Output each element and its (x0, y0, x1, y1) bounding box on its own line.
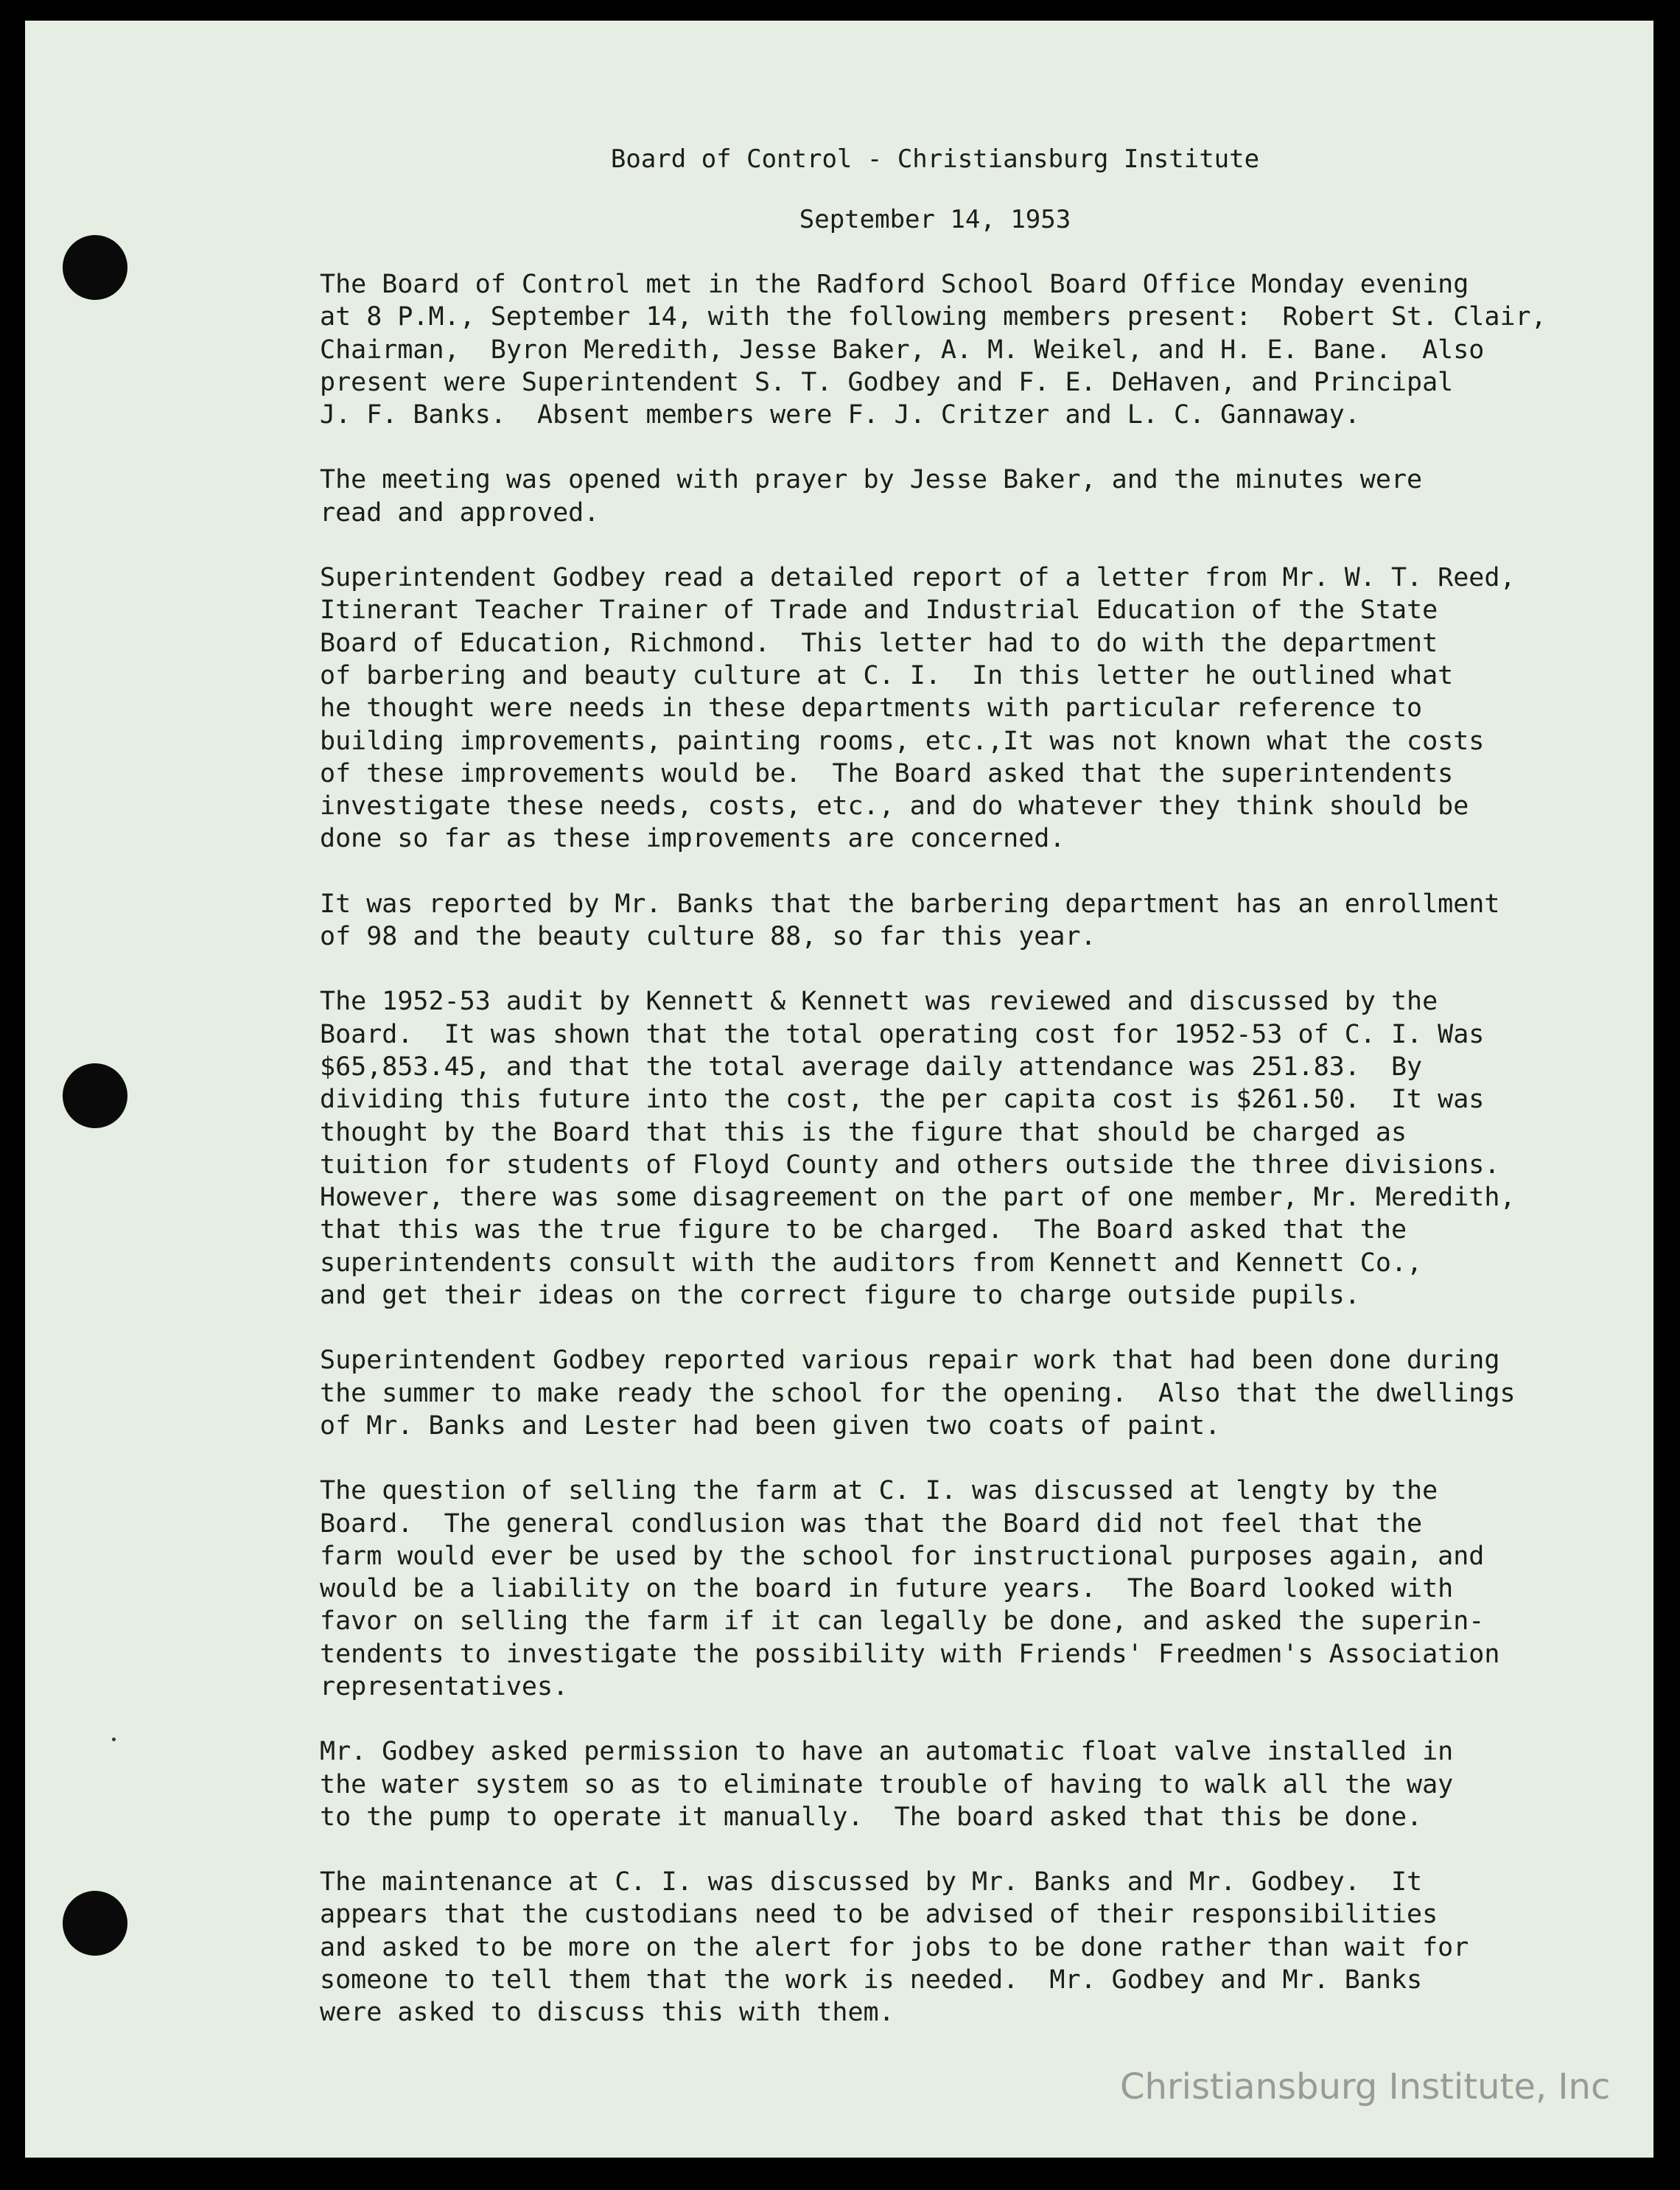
paper-sheet (25, 21, 1653, 2158)
paragraph (320, 985, 1639, 1312)
text-line: done so far as these improvements are concerned. (320, 824, 1065, 854)
text-line: to the pump to operate it manually. The board asked that this be done. (320, 1802, 1423, 1832)
text-line: representatives. (320, 1671, 569, 1701)
text-line: building improvements, painting rooms, etc.,It was not known what the costs (320, 726, 1485, 756)
text-line: The meeting was opened with prayer by Jesse Baker, and the minutes were (320, 465, 1423, 495)
text-line: investigate these needs, costs, etc., and do whatever they think should be (320, 791, 1469, 822)
paragraph (320, 1735, 1639, 1833)
text-line: were asked to discuss this with them. (320, 1998, 895, 2028)
text-line: However, there was some disagreement on the part of one member, Mr. Meredith, (320, 1183, 1516, 1213)
text-line: he thought were needs in these departments with particular reference to (320, 693, 1423, 724)
document-date: September 14, 1953 (799, 205, 1071, 234)
paragraph (320, 463, 1639, 529)
minutes-document (320, 124, 1639, 2062)
text-line: The 1952-53 audit by Kennett & Kennett was reviewed and discussed by the (320, 987, 1438, 1017)
text-line: Superintendent Godbey reported various repair work that had been done during (320, 1346, 1500, 1376)
text-line: tuition for students of Floyd County and others outside the three divisions. (320, 1150, 1500, 1180)
text-line: farm would ever be used by the school for instructional purposes again, and (320, 1541, 1485, 1571)
text-line: of Mr. Banks and Lester had been given two coats of paint. (320, 1410, 1221, 1441)
document-title: Board of Control - Christiansburg Institute (610, 144, 1260, 174)
text-line: The Board of Control met in the Radford School Board Office Monday evening (320, 270, 1469, 299)
text-line: read and approved. (320, 497, 600, 528)
text-line: J. F. Banks. Absent members were F. J. Critzer and L. C. Gannaway. (320, 400, 1360, 430)
text-line: appears that the custodians need to be advised of their responsibilities (320, 1900, 1438, 1930)
text-line: Mr. Godbey asked permission to have an automatic float valve installed in (320, 1737, 1454, 1767)
text-line: The maintenance at C. I. was discussed by Mr. Banks and Mr. Godbey. It (320, 1867, 1423, 1897)
text-line: Board. It was shown that the total operating cost for 1952-53 of C. I. Was (320, 1019, 1485, 1049)
text-line: superintendents consult with the auditors from Kennett and Kennett Co., (320, 1248, 1423, 1278)
text-line: would be a liability on the board in future years. The Board looked with (320, 1574, 1454, 1604)
text-line: It was reported by Mr. Banks that the barbering department has an enrollment (320, 889, 1500, 919)
text-line: of 98 and the beauty culture 88, so far this year. (320, 922, 1096, 952)
text-line: The question of selling the farm at C. I. was discussed at lengty by the (320, 1476, 1438, 1506)
text-line: Board. The general condlusion was that the Board did not feel that the (320, 1508, 1423, 1539)
punch-hole-middle (63, 1063, 127, 1128)
paper-speck (112, 1738, 116, 1741)
punch-hole-bottom (63, 1891, 127, 1956)
text-line: and get their ideas on the correct figure to charge outside pupils. (320, 1281, 1360, 1311)
text-line: dividing this future into the cost, the per capita cost is $261.50. It was (320, 1085, 1485, 1115)
text-line: Superintendent Godbey read a detailed report of a letter from Mr. W. T. Reed, (320, 563, 1516, 593)
text-line: favor on selling the farm if it can legally be done, and asked the superin- (320, 1606, 1485, 1637)
paragraph (320, 268, 1639, 431)
text-line: the summer to make ready the school for the opening. Also that the dwellings (320, 1378, 1516, 1408)
text-line: thought by the Board that this is the figure that should be charged as (320, 1117, 1407, 1147)
text-line: present were Superintendent S. T. Godbey and F. E. DeHaven, and Principal (320, 367, 1454, 397)
text-line: of these improvements would be. The Board asked that the superintendents (320, 758, 1454, 788)
paragraph (320, 1344, 1639, 1442)
text-line: $65,853.45, and that the total average daily attendance was 251.83. By (320, 1052, 1423, 1082)
text-line: the water system so as to eliminate trouble of having to walk all the way (320, 1769, 1454, 1799)
paragraph (320, 1866, 1639, 2029)
paragraph (320, 562, 1639, 856)
text-line: tendents to investigate the possibility with Friends' Freedmen's Association (320, 1639, 1500, 1669)
text-line: Itinerant Teacher Trainer of Trade and Industrial Education of the State (320, 595, 1438, 626)
text-line: that this was the true figure to be charged. The Board asked that the (320, 1215, 1407, 1245)
paragraph (320, 888, 1639, 954)
paragraph (320, 1474, 1639, 1703)
text-line: someone to tell them that the work is needed. Mr. Godbey and Mr. Banks (320, 1965, 1423, 1995)
text-line: of barbering and beauty culture at C. I. In this letter he outlined what (320, 660, 1454, 690)
punch-hole-top (63, 235, 127, 300)
text-line: Chairman, Byron Meredith, Jesse Baker, A. M. Weikel, and H. E. Bane. Also (320, 335, 1485, 365)
text-line: and asked to be more on the alert for jobs to be done rather than wait for (320, 1932, 1469, 1962)
text-line: at 8 P.M., September 14, with the following members present: Robert St. Clair, (320, 302, 1547, 332)
document-body (320, 268, 1639, 2029)
watermark-text: Christiansburg Institute, Inc (1120, 2066, 1611, 2107)
text-line: Board of Education, Richmond. This letter had to do with the department (320, 628, 1438, 658)
